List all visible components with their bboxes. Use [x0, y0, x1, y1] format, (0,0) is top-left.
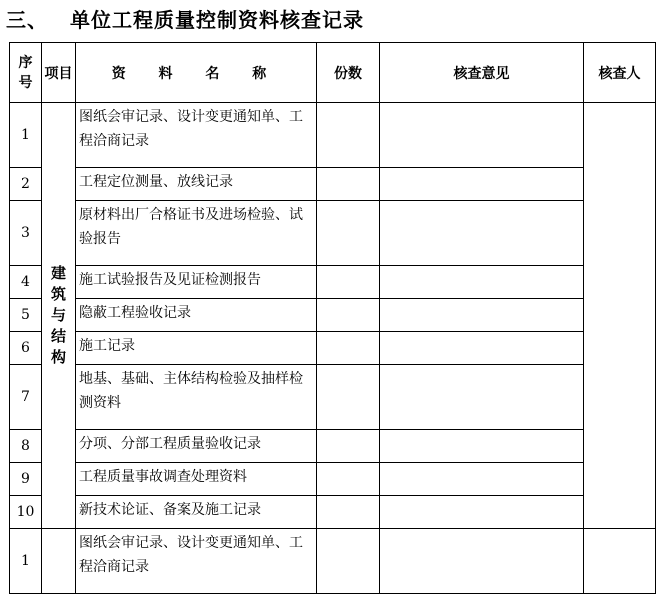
row-opinion[interactable] [380, 103, 584, 168]
table-row [10, 463, 656, 496]
row-copies[interactable] [317, 463, 380, 496]
row-copies[interactable] [317, 496, 380, 529]
checker-cell[interactable] [584, 103, 656, 529]
row-copies[interactable] [317, 201, 380, 266]
row-opinion[interactable] [380, 463, 584, 496]
row-seq: 7 [10, 365, 42, 430]
row-opinion[interactable] [380, 430, 584, 463]
table-row [10, 103, 656, 168]
header-row [10, 43, 656, 103]
section-title: 单位工程质量控制资料核查记录 [70, 8, 364, 32]
row-name: 工程质量事故调查处理资料 [76, 463, 317, 496]
col-header-checker: 核查人 [584, 43, 656, 103]
row-name: 图纸会审记录、设计变更通知单、工程洽商记录 [76, 529, 317, 594]
row-copies[interactable] [317, 332, 380, 365]
row-name: 工程定位测量、放线记录 [76, 168, 317, 201]
row-name: 分项、分部工程质量验收记录 [76, 430, 317, 463]
row-name: 新技术论证、备案及施工记录 [76, 496, 317, 529]
table-row [10, 299, 656, 332]
row-seq: 6 [10, 332, 42, 365]
row-seq: 9 [10, 463, 42, 496]
col-header-name: 资 料 名 称 [76, 43, 317, 103]
table-row [10, 529, 656, 594]
row-seq: 5 [10, 299, 42, 332]
row-seq: 1 [10, 529, 42, 594]
checker-cell[interactable] [584, 529, 656, 594]
table-row [10, 430, 656, 463]
table-row [10, 332, 656, 365]
category-label: 建筑与结构 [50, 264, 66, 366]
row-copies[interactable] [317, 266, 380, 299]
row-copies[interactable] [317, 103, 380, 168]
row-name: 原材料出厂合格证书及进场检验、试验报告 [76, 201, 317, 266]
table-row [10, 168, 656, 201]
row-name: 施工记录 [76, 332, 317, 365]
review-table [9, 42, 656, 594]
row-copies[interactable] [317, 168, 380, 201]
row-opinion[interactable] [380, 529, 584, 594]
row-copies[interactable] [317, 299, 380, 332]
row-name: 地基、基础、主体结构检验及抽样检测资料 [76, 365, 317, 430]
row-opinion[interactable] [380, 168, 584, 201]
table-row [10, 201, 656, 266]
row-name: 隐蔽工程验收记录 [76, 299, 317, 332]
row-seq: 8 [10, 430, 42, 463]
next-category-cell [42, 529, 76, 594]
row-copies[interactable] [317, 365, 380, 430]
table-row [10, 496, 656, 529]
row-opinion[interactable] [380, 266, 584, 299]
row-seq: 10 [10, 496, 42, 529]
row-name: 图纸会审记录、设计变更通知单、工程洽商记录 [76, 103, 317, 168]
row-opinion[interactable] [380, 332, 584, 365]
table-row [10, 266, 656, 299]
col-header-item: 项目 [42, 43, 76, 103]
table-row [10, 365, 656, 430]
row-copies[interactable] [317, 430, 380, 463]
section-number: 三、 [6, 8, 48, 32]
col-header-opinion: 核查意见 [380, 43, 584, 103]
row-copies[interactable] [317, 529, 380, 594]
row-seq: 3 [10, 201, 42, 266]
row-opinion[interactable] [380, 201, 584, 266]
row-opinion[interactable] [380, 365, 584, 430]
row-seq: 1 [10, 103, 42, 168]
row-name: 施工试验报告及见证检测报告 [76, 266, 317, 299]
row-opinion[interactable] [380, 299, 584, 332]
col-header-seq: 序号 [10, 43, 42, 103]
page-title [6, 4, 364, 36]
row-opinion[interactable] [380, 496, 584, 529]
row-seq: 4 [10, 266, 42, 299]
category-cell [42, 103, 76, 529]
col-header-copies: 份数 [317, 43, 380, 103]
row-seq: 2 [10, 168, 42, 201]
